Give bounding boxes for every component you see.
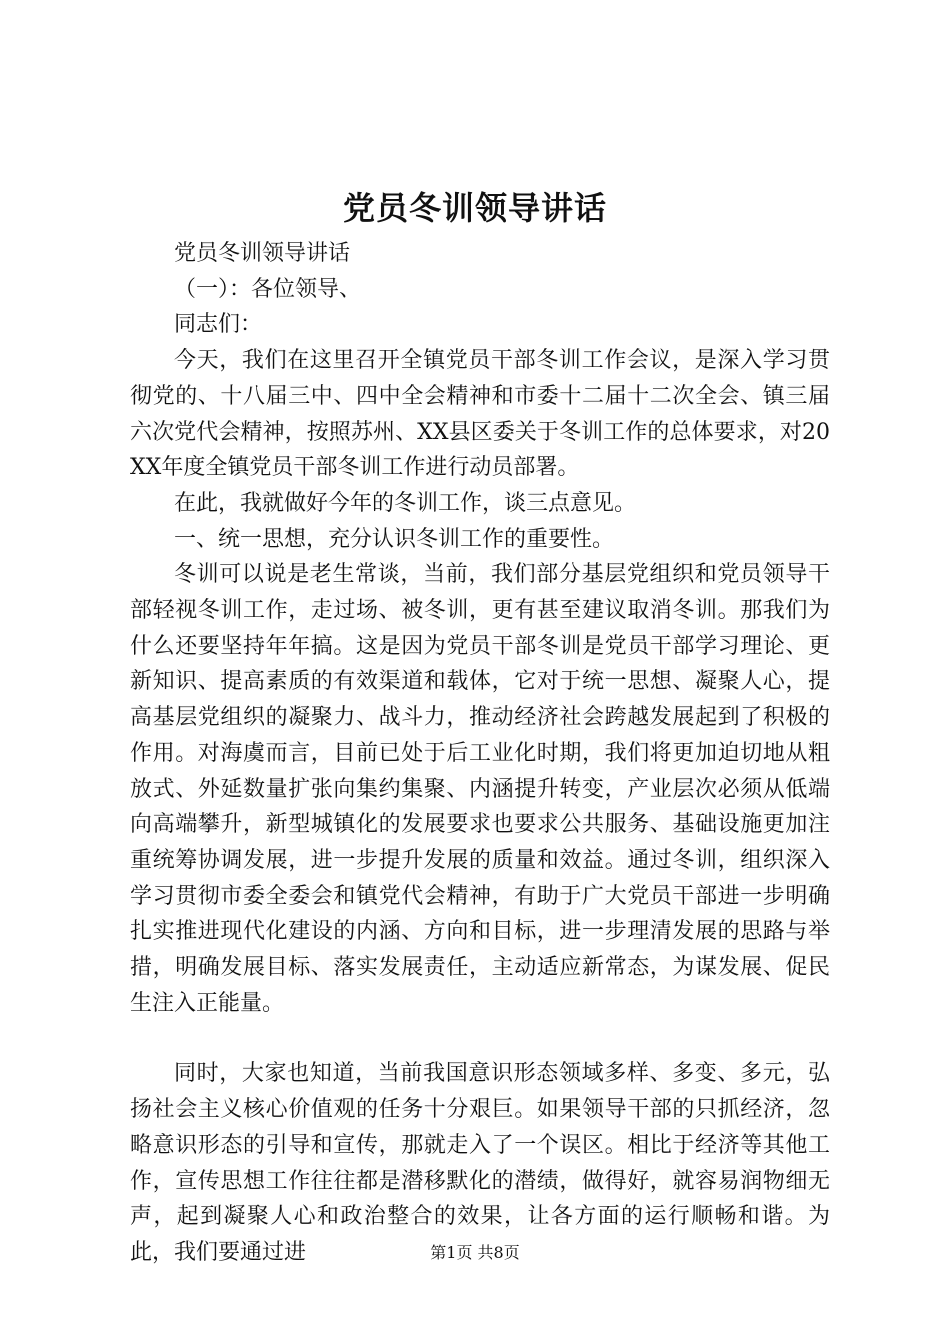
section-heading-1: 一、统一思想，充分认识冬训工作的重要性。 bbox=[174, 526, 615, 552]
page-number-footer: 第1页 共8页 bbox=[430, 1243, 520, 1262]
paragraph-salutation-1: （一）：各位领导、 bbox=[174, 276, 362, 302]
paragraph-salutation-2: 同志们： bbox=[174, 312, 263, 338]
document-title: 党员冬训领导讲话 bbox=[342, 189, 607, 227]
paragraph-intro: 今天，我们在这里召开全镇党员干部冬训工作会议，是深入学习贯彻党的、十八届三中、四中全会精神和市委十二届十二次全会、镇三届六次党代会精神，按照苏州、XX县区委关于冬训工作的总体要求，对20XX年度全镇党员干部冬训工作进行动员部署。 bbox=[130, 348, 830, 481]
paragraph-opinions: 在此，我就做好今年的冬训工作，谈三点意见。 bbox=[174, 490, 637, 516]
document-body bbox=[130, 236, 830, 1271]
paragraph-subtitle: 党员冬训领导讲话 bbox=[174, 241, 351, 266]
paragraph-body-1: 冬训可以说是老生常谈，当前，我们部分基层党组织和党员领导干部轻视冬训工作，走过场、被冬训，更有甚至建议取消冬训。那我们为什么还要坚持年年搞。这是因为党员干部冬训是党员干部学习理论、更新知识、提高素质的有效渠道和载体，它对于统一思想、凝聚人心，提高基层党组织的凝聚力、战斗力，推动经济社会跨越发展起到了积极的作用。对海虞而言，目前已处于后工业化时期，我们将更加迫切地从粗放式、外延数量扩张向集约集聚、内涵提升转变，产业层次必须从低端向高端攀升，新型城镇化的发展要求也要求公共服务、基础设施更加注重统筹协调发展，进一步提升发展的质量和效益。通过冬训，组织深入学习贯彻市委全委会和镇党代会精神，有助于广大党员干部进一步明确扎实推进现代化建设的内涵、方向和目标，进一步理清发展的思路与举措，明确发展目标、落实发展责任，主动适应新常态，为谋发展、促民生注入正能量。 bbox=[130, 562, 830, 1016]
paragraph-body-2: 同时，大家也知道，当前我国意识形态领域多样、多变、多元，弘扬社会主义核心价值观的任务十分艰巨。如果领导干部的只抓经济，忽略意识形态的引导和宣传，那就走入了一个误区。相比于经济等其他工作，宣传思想工作往往都是潜移默化的潜绩，做得好，就容易润物细无声，起到凝聚人心和政治整合的效果，让各方面的运行顺畅和谐。为此，我们要通过进 bbox=[130, 1061, 830, 1265]
